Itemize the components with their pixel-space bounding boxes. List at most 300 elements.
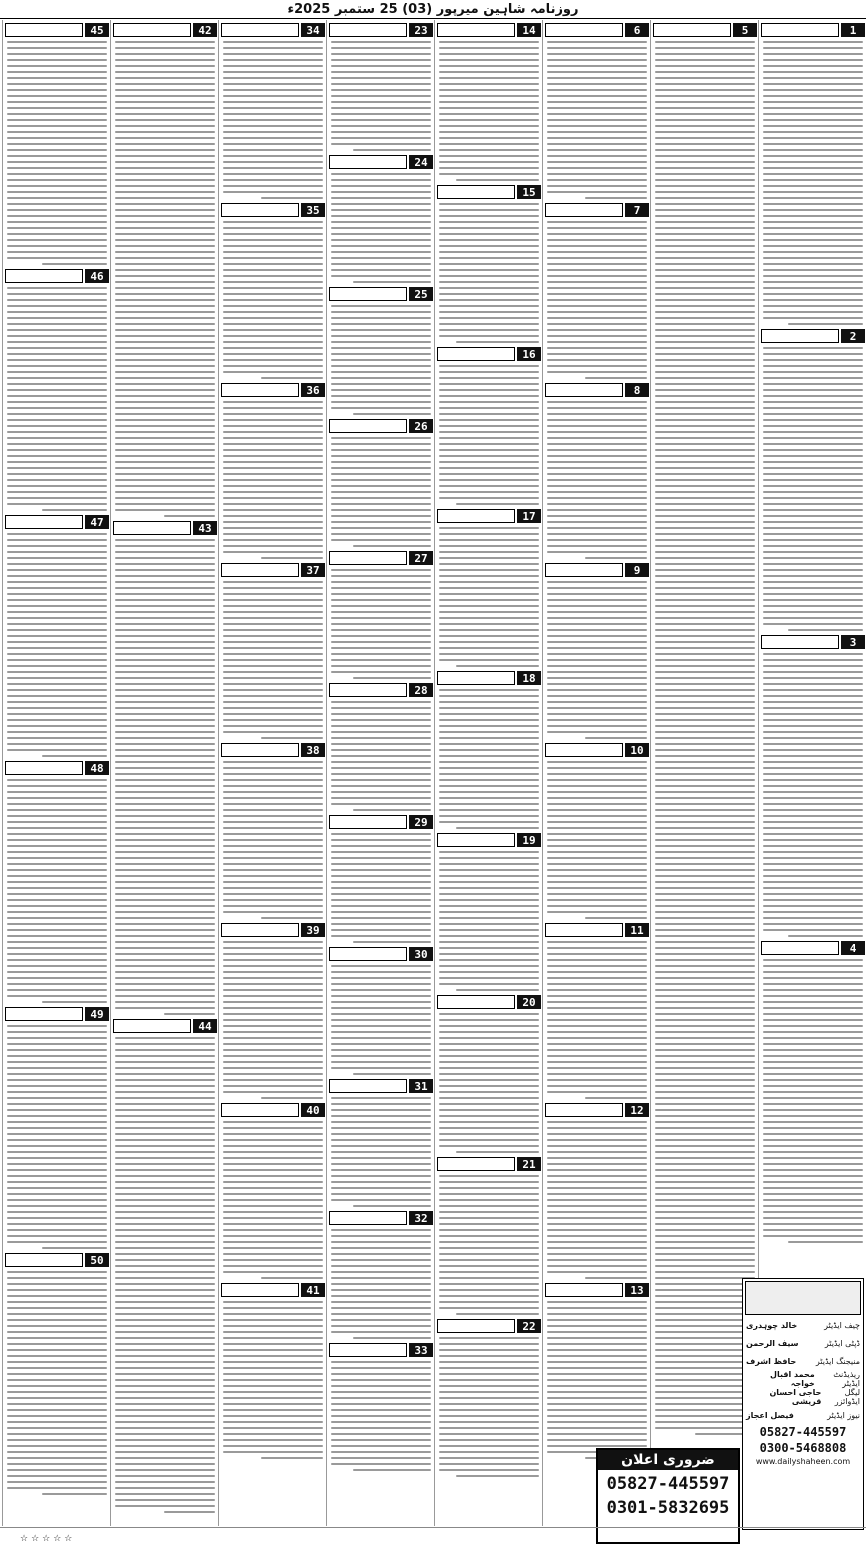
news-item: [3, 1253, 111, 1495]
text-line: [763, 959, 863, 961]
text-line: [439, 599, 539, 601]
text-line: [115, 677, 215, 679]
text-line: [331, 209, 431, 211]
text-line: [115, 377, 215, 379]
text-line: [331, 1061, 431, 1063]
marker-bar: [5, 1253, 83, 1267]
text-line: [223, 833, 323, 835]
text-line: [439, 1115, 539, 1117]
text-line: [223, 1157, 323, 1159]
text-line: [439, 395, 539, 397]
text-line: [439, 257, 539, 259]
text-line: [655, 1415, 755, 1417]
text-line: [547, 1373, 647, 1375]
text-line: [763, 1019, 863, 1021]
text-line: [115, 1457, 215, 1459]
text-line: [547, 1439, 647, 1441]
text-line: [223, 953, 323, 955]
text-line: [547, 407, 647, 409]
item-marker: [5, 1007, 109, 1021]
text-line: [115, 1199, 215, 1201]
text-line: [223, 245, 323, 247]
text-line: [763, 971, 863, 973]
text-line: [547, 1055, 647, 1057]
text-line: [7, 53, 107, 55]
text-line: [547, 1175, 647, 1177]
text-line: [655, 71, 755, 73]
text-line: [763, 995, 863, 997]
text-line: [763, 419, 863, 421]
news-item: [435, 185, 543, 343]
text-line: [115, 1469, 215, 1471]
item-number: 34: [301, 23, 325, 37]
text-line: [547, 1091, 647, 1093]
text-line: [223, 311, 323, 313]
text-line: [115, 233, 215, 235]
text-line: [115, 359, 215, 361]
item-marker: [329, 1211, 433, 1225]
text-line: [115, 71, 215, 73]
text-line: [547, 599, 647, 601]
text-line: [439, 1211, 539, 1213]
text-line: [763, 845, 863, 847]
text-line: [223, 785, 323, 787]
text-line: [547, 113, 647, 115]
text-line: [223, 821, 323, 823]
text-line: [7, 71, 107, 73]
item-marker: [761, 23, 865, 37]
text-line: [439, 761, 539, 763]
item-number: 50: [85, 1253, 109, 1267]
text-line: [547, 77, 647, 79]
text-line: [7, 1367, 107, 1369]
text-line: [7, 1217, 107, 1219]
text-line: [115, 1355, 215, 1357]
text-line: [223, 1013, 323, 1015]
text-line: [439, 413, 539, 415]
text-line: [223, 731, 323, 733]
text-line: [763, 815, 863, 817]
text-line: [331, 1067, 431, 1069]
text-line: [439, 1277, 539, 1279]
text-line: [547, 533, 647, 535]
text-line: [115, 959, 215, 961]
text-line: [547, 131, 647, 133]
text-line: [331, 71, 431, 73]
text-line: [655, 1253, 755, 1255]
text-line: [655, 539, 755, 541]
text-line: [115, 455, 215, 457]
text-line: [655, 425, 755, 427]
text-line: [115, 731, 215, 733]
text-line: [655, 545, 755, 547]
text-line: [115, 293, 215, 295]
text-line: [7, 89, 107, 91]
text-line: [655, 1061, 755, 1063]
text-line: [223, 1211, 323, 1213]
text-line: [7, 1271, 107, 1273]
text-line: [223, 83, 323, 85]
text-line: [7, 587, 107, 589]
text-line: [547, 1355, 647, 1357]
text-line: [439, 1379, 539, 1381]
text-line: [223, 689, 323, 691]
text-line: [655, 89, 755, 91]
text-line: [115, 875, 215, 877]
text-line: [763, 101, 863, 103]
text-line: [547, 1133, 647, 1135]
text-line: [7, 737, 107, 739]
text-line: [331, 1139, 431, 1141]
item-marker: [329, 683, 433, 697]
text-line: [7, 197, 107, 199]
text-line: [439, 1031, 539, 1033]
text-line: [115, 1061, 215, 1063]
text-line: [7, 941, 107, 943]
text-line: [547, 1301, 647, 1303]
text-line: [655, 383, 755, 385]
news-item: [543, 203, 651, 379]
text-line: [115, 371, 215, 373]
text-line: [115, 1283, 215, 1285]
text-line: [655, 869, 755, 871]
text-line: [439, 1469, 539, 1471]
text-line: [763, 1133, 863, 1135]
text-line: [331, 833, 431, 835]
text-line: [331, 1163, 431, 1165]
text-line: [655, 467, 755, 469]
marker-bar: [545, 923, 623, 937]
item-number: 30: [409, 947, 433, 961]
item-marker: [329, 155, 433, 169]
text-line: [655, 59, 755, 61]
text-line: [115, 845, 215, 847]
text-line: [331, 599, 431, 601]
text-line: [7, 905, 107, 907]
text-line: [115, 1121, 215, 1123]
text-line: [7, 1325, 107, 1327]
text-line: [7, 257, 107, 259]
text-line: [223, 581, 323, 583]
text-line: [7, 1445, 107, 1447]
text-line: [547, 953, 647, 955]
text-line: [439, 1247, 539, 1249]
text-line: [331, 917, 431, 919]
text-line: [439, 1175, 539, 1177]
text-line: [547, 1385, 647, 1387]
text-line: [7, 593, 107, 595]
text-line: [7, 443, 107, 445]
text-line: [331, 227, 431, 229]
text-line: [223, 845, 323, 847]
text-line: [439, 131, 539, 133]
text-line: [223, 173, 323, 175]
text-line: [655, 1409, 755, 1411]
text-line: [439, 953, 539, 955]
text-line: [353, 149, 431, 151]
text-line: [223, 1253, 323, 1255]
text-line: [353, 1073, 431, 1075]
text-line: [547, 713, 647, 715]
text-line: [655, 1043, 755, 1045]
text-line: [655, 191, 755, 193]
text-line: [164, 1013, 215, 1015]
text-line: [223, 1037, 323, 1039]
text-line: [547, 845, 647, 847]
text-line: [115, 1349, 215, 1351]
text-line: [115, 887, 215, 889]
text-line: [115, 1181, 215, 1183]
text-line: [115, 323, 215, 325]
text-line: [331, 611, 431, 613]
text-line: [115, 653, 215, 655]
text-line: [223, 527, 323, 529]
text-line: [7, 41, 107, 43]
text-line: [439, 593, 539, 595]
text-line: [223, 1307, 323, 1309]
text-line: [763, 503, 863, 505]
item-number: 45: [85, 23, 109, 37]
text-line: [115, 1049, 215, 1051]
text-line: [7, 947, 107, 949]
text-line: [115, 239, 215, 241]
text-line: [223, 101, 323, 103]
text-line: [655, 887, 755, 889]
text-line: [655, 1373, 755, 1375]
item-number: 48: [85, 761, 109, 775]
text-line: [547, 647, 647, 649]
text-line: [223, 881, 323, 883]
text-line: [331, 845, 431, 847]
item-number: 29: [409, 815, 433, 829]
text-line: [763, 773, 863, 775]
text-line: [788, 1241, 863, 1243]
text-line: [223, 1007, 323, 1009]
item-number: 10: [625, 743, 649, 757]
text-line: [223, 605, 323, 607]
text-line: [115, 287, 215, 289]
text-line: [655, 185, 755, 187]
text-line: [763, 179, 863, 181]
text-line: [788, 629, 863, 631]
text-line: [331, 473, 431, 475]
text-line: [331, 869, 431, 871]
text-line: [223, 257, 323, 259]
text-line: [331, 371, 431, 373]
text-line: [331, 449, 431, 451]
text-line: [223, 599, 323, 601]
text-line: [115, 161, 215, 163]
text-line: [115, 581, 215, 583]
text-line: [763, 311, 863, 313]
text-line: [223, 1073, 323, 1075]
text-line: [655, 797, 755, 799]
text-line: [223, 1331, 323, 1333]
text-line: [7, 497, 107, 499]
text-line: [7, 209, 107, 211]
text-line: [223, 899, 323, 901]
text-line: [7, 125, 107, 127]
text-line: [115, 113, 215, 115]
text-line: [547, 281, 647, 283]
text-line: [331, 785, 431, 787]
info-phone-1: 05827-445597: [759, 1425, 847, 1439]
marker-bar: [761, 941, 839, 955]
text-line: [547, 689, 647, 691]
text-line: [763, 1043, 863, 1045]
text-line: [223, 815, 323, 817]
text-line: [655, 275, 755, 277]
text-line: [7, 779, 107, 781]
text-line: [7, 995, 107, 997]
text-line: [655, 1391, 755, 1393]
item-marker: [221, 1283, 325, 1297]
marker-bar: [113, 521, 191, 535]
text-line: [655, 119, 755, 121]
text-line: [547, 659, 647, 661]
text-line: [223, 455, 323, 457]
staff-name: خالد چوہدری: [746, 1320, 798, 1330]
text-line: [7, 299, 107, 301]
text-line: [763, 569, 863, 571]
text-line: [223, 551, 323, 553]
text-line: [331, 1115, 431, 1117]
text-line: [115, 1175, 215, 1177]
text-line: [655, 1121, 755, 1123]
text-line: [547, 1379, 647, 1381]
text-line: [547, 839, 647, 841]
text-line: [7, 305, 107, 307]
text-line: [439, 1307, 539, 1309]
news-column: [542, 20, 651, 1526]
text-line: [7, 113, 107, 115]
news-item: [435, 1319, 543, 1477]
text-line: [439, 365, 539, 367]
text-line: [655, 293, 755, 295]
marker-bar: [761, 329, 839, 343]
item-number: 1: [841, 23, 865, 37]
text-line: [115, 215, 215, 217]
text-line: [223, 323, 323, 325]
text-line: [7, 401, 107, 403]
text-line: [331, 131, 431, 133]
item-marker: [329, 1079, 433, 1093]
text-line: [439, 635, 539, 637]
text-line: [655, 713, 755, 715]
news-item: [219, 1283, 327, 1459]
text-line: [655, 1157, 755, 1159]
text-line: [115, 1427, 215, 1429]
text-line: [331, 341, 431, 343]
text-line: [7, 617, 107, 619]
text-line: [439, 203, 539, 205]
text-line: [547, 89, 647, 91]
text-line: [223, 239, 323, 241]
text-line: [223, 509, 323, 511]
text-line: [115, 491, 215, 493]
item-marker: [653, 23, 757, 37]
news-item: [111, 521, 219, 1015]
text-line: [331, 317, 431, 319]
text-line: [223, 53, 323, 55]
text-line: [7, 1097, 107, 1099]
text-line: [655, 179, 755, 181]
item-marker: [545, 923, 649, 937]
text-line: [331, 1361, 431, 1363]
text-line: [439, 77, 539, 79]
text-line: [223, 467, 323, 469]
text-line: [223, 461, 323, 463]
text-line: [439, 905, 539, 907]
text-line: [547, 1343, 647, 1345]
news-item: [435, 347, 543, 505]
text-line: [115, 935, 215, 937]
text-line: [547, 401, 647, 403]
text-line: [547, 947, 647, 949]
text-line: [7, 821, 107, 823]
text-line: [439, 1061, 539, 1063]
marker-bar: [329, 155, 407, 169]
text-line: [547, 509, 647, 511]
text-line: [439, 1025, 539, 1027]
text-line: [115, 125, 215, 127]
text-line: [763, 1091, 863, 1093]
text-line: [331, 1037, 431, 1039]
text-line: [655, 1313, 755, 1315]
text-line: [763, 983, 863, 985]
text-line: [331, 323, 431, 325]
text-line: [763, 707, 863, 709]
item-number: 49: [85, 1007, 109, 1021]
text-line: [115, 1043, 215, 1045]
text-line: [547, 635, 647, 637]
text-line: [331, 605, 431, 607]
item-number: 18: [517, 671, 541, 685]
text-line: [331, 1151, 431, 1153]
text-line: [115, 437, 215, 439]
text-line: [763, 149, 863, 151]
text-line: [331, 1175, 431, 1177]
text-line: [439, 1361, 539, 1363]
text-line: [763, 65, 863, 67]
text-line: [439, 971, 539, 973]
text-line: [7, 329, 107, 331]
text-line: [655, 407, 755, 409]
text-line: [331, 407, 431, 409]
text-line: [655, 299, 755, 301]
text-line: [7, 713, 107, 715]
text-line: [223, 629, 323, 631]
text-line: [763, 1097, 863, 1099]
text-line: [763, 215, 863, 217]
text-line: [655, 1055, 755, 1057]
text-line: [7, 431, 107, 433]
text-line: [7, 563, 107, 565]
text-line: [115, 803, 215, 805]
text-line: [7, 341, 107, 343]
text-line: [439, 941, 539, 943]
text-line: [115, 1391, 215, 1393]
news-column: [110, 20, 219, 1526]
text-line: [655, 557, 755, 559]
item-number: 38: [301, 743, 325, 757]
text-line: [547, 905, 647, 907]
text-line: [439, 371, 539, 373]
text-line: [223, 161, 323, 163]
text-line: [7, 689, 107, 691]
text-line: [547, 1307, 647, 1309]
news-item: [435, 23, 543, 181]
